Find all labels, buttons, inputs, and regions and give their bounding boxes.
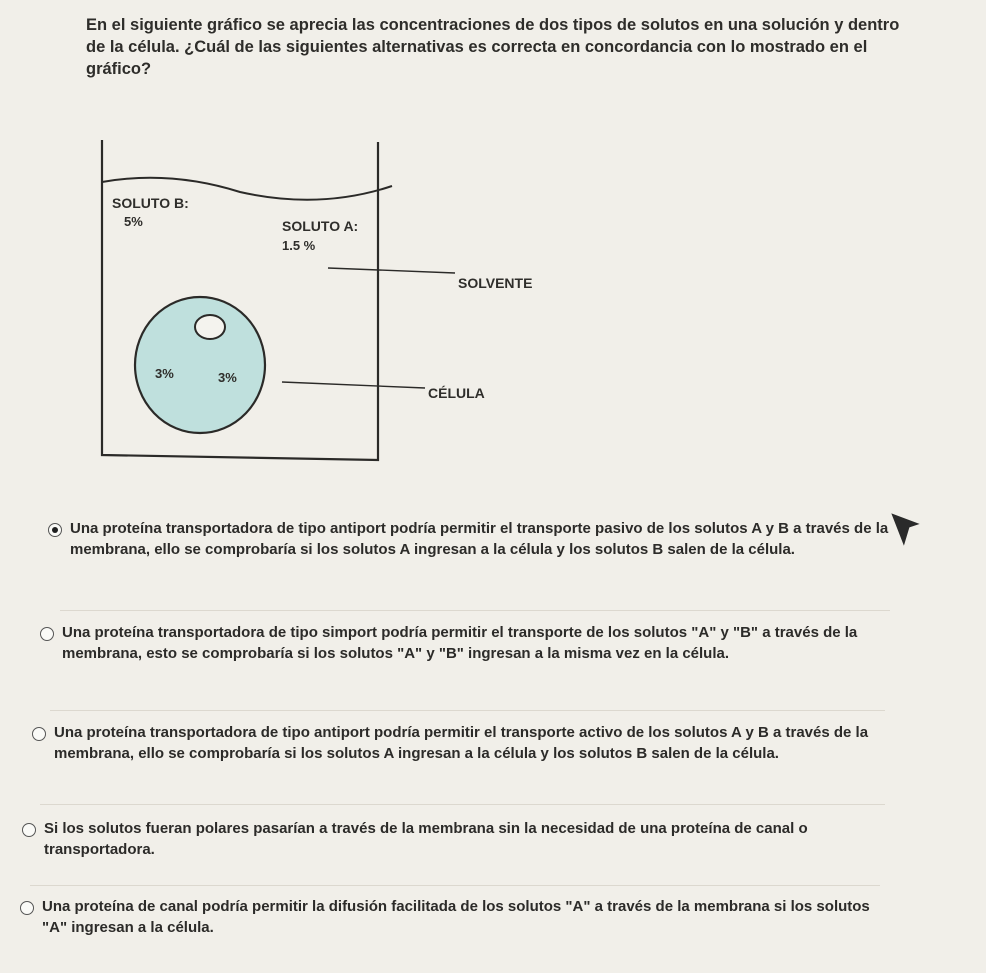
celula-leader-line: [282, 382, 425, 388]
solvente-leader-line: [328, 268, 455, 273]
option-divider: [50, 710, 885, 711]
cell-value-left: 3%: [155, 366, 174, 381]
solution-diagram: [60, 130, 580, 480]
celula-label: CÉLULA: [428, 385, 485, 401]
option-divider: [30, 885, 880, 886]
cell-value-right: 3%: [218, 370, 237, 385]
answer-option-2-text: Una proteína transportadora de tipo simport podría permitir el transporte de los solutos "A" y "B" a través de la membrana, esto se comprobaría si los solutos "A" y "B" ingresan a la misma vez en la célula.: [62, 624, 858, 662]
option-divider: [60, 610, 890, 611]
solvente-label: SOLVENTE: [458, 275, 533, 291]
radio-button-3[interactable]: [32, 727, 46, 741]
answer-option-1-text: Una proteína transportadora de tipo antiport podría permitir el transporte pasivo de los solutos A y B a través de la membrana, ello se comprobaría si los solutos A ingresan a la célula y los solutos B salen de la célula.: [70, 520, 889, 558]
radio-button-2[interactable]: [40, 627, 54, 641]
soluto-b-label: SOLUTO B:: [112, 195, 189, 211]
radio-button-4[interactable]: [22, 823, 36, 837]
soluto-a-value: 1.5 %: [282, 238, 316, 253]
radio-button-1[interactable]: [48, 523, 62, 537]
beaker-drawing: [60, 130, 580, 480]
answer-option-4-text: Si los solutos fueran polares pasarían a través de la membrana sin la necesidad de una proteína de canal o transportadora.: [44, 820, 808, 858]
nucleus-shape: [195, 315, 225, 339]
soluto-a-label: SOLUTO A:: [282, 218, 359, 234]
option-divider: [40, 804, 885, 805]
radio-button-5[interactable]: [20, 901, 34, 915]
question-text: En el siguiente gráfico se aprecia las concentraciones de dos tipos de solutos en una solución y dentro de la célula. ¿Cuál de las siguientes alternativas es correcta en concordancia con lo mostrado en el gráfico?: [86, 16, 900, 78]
soluto-b-value: 5%: [124, 214, 143, 229]
answer-option-3-text: Una proteína transportadora de tipo antiport podría permitir el transporte activo de los solutos A y B a través de la membrana, ello se comprobaría si los solutos A ingresan a la célula y los solutos B salen de la célula.: [54, 724, 869, 762]
answer-option-5-text: Una proteína de canal podría permitir la difusión facilitada de los solutos "A" a través de la membrana si los solutos "A" ingresan a la célula.: [42, 898, 870, 936]
